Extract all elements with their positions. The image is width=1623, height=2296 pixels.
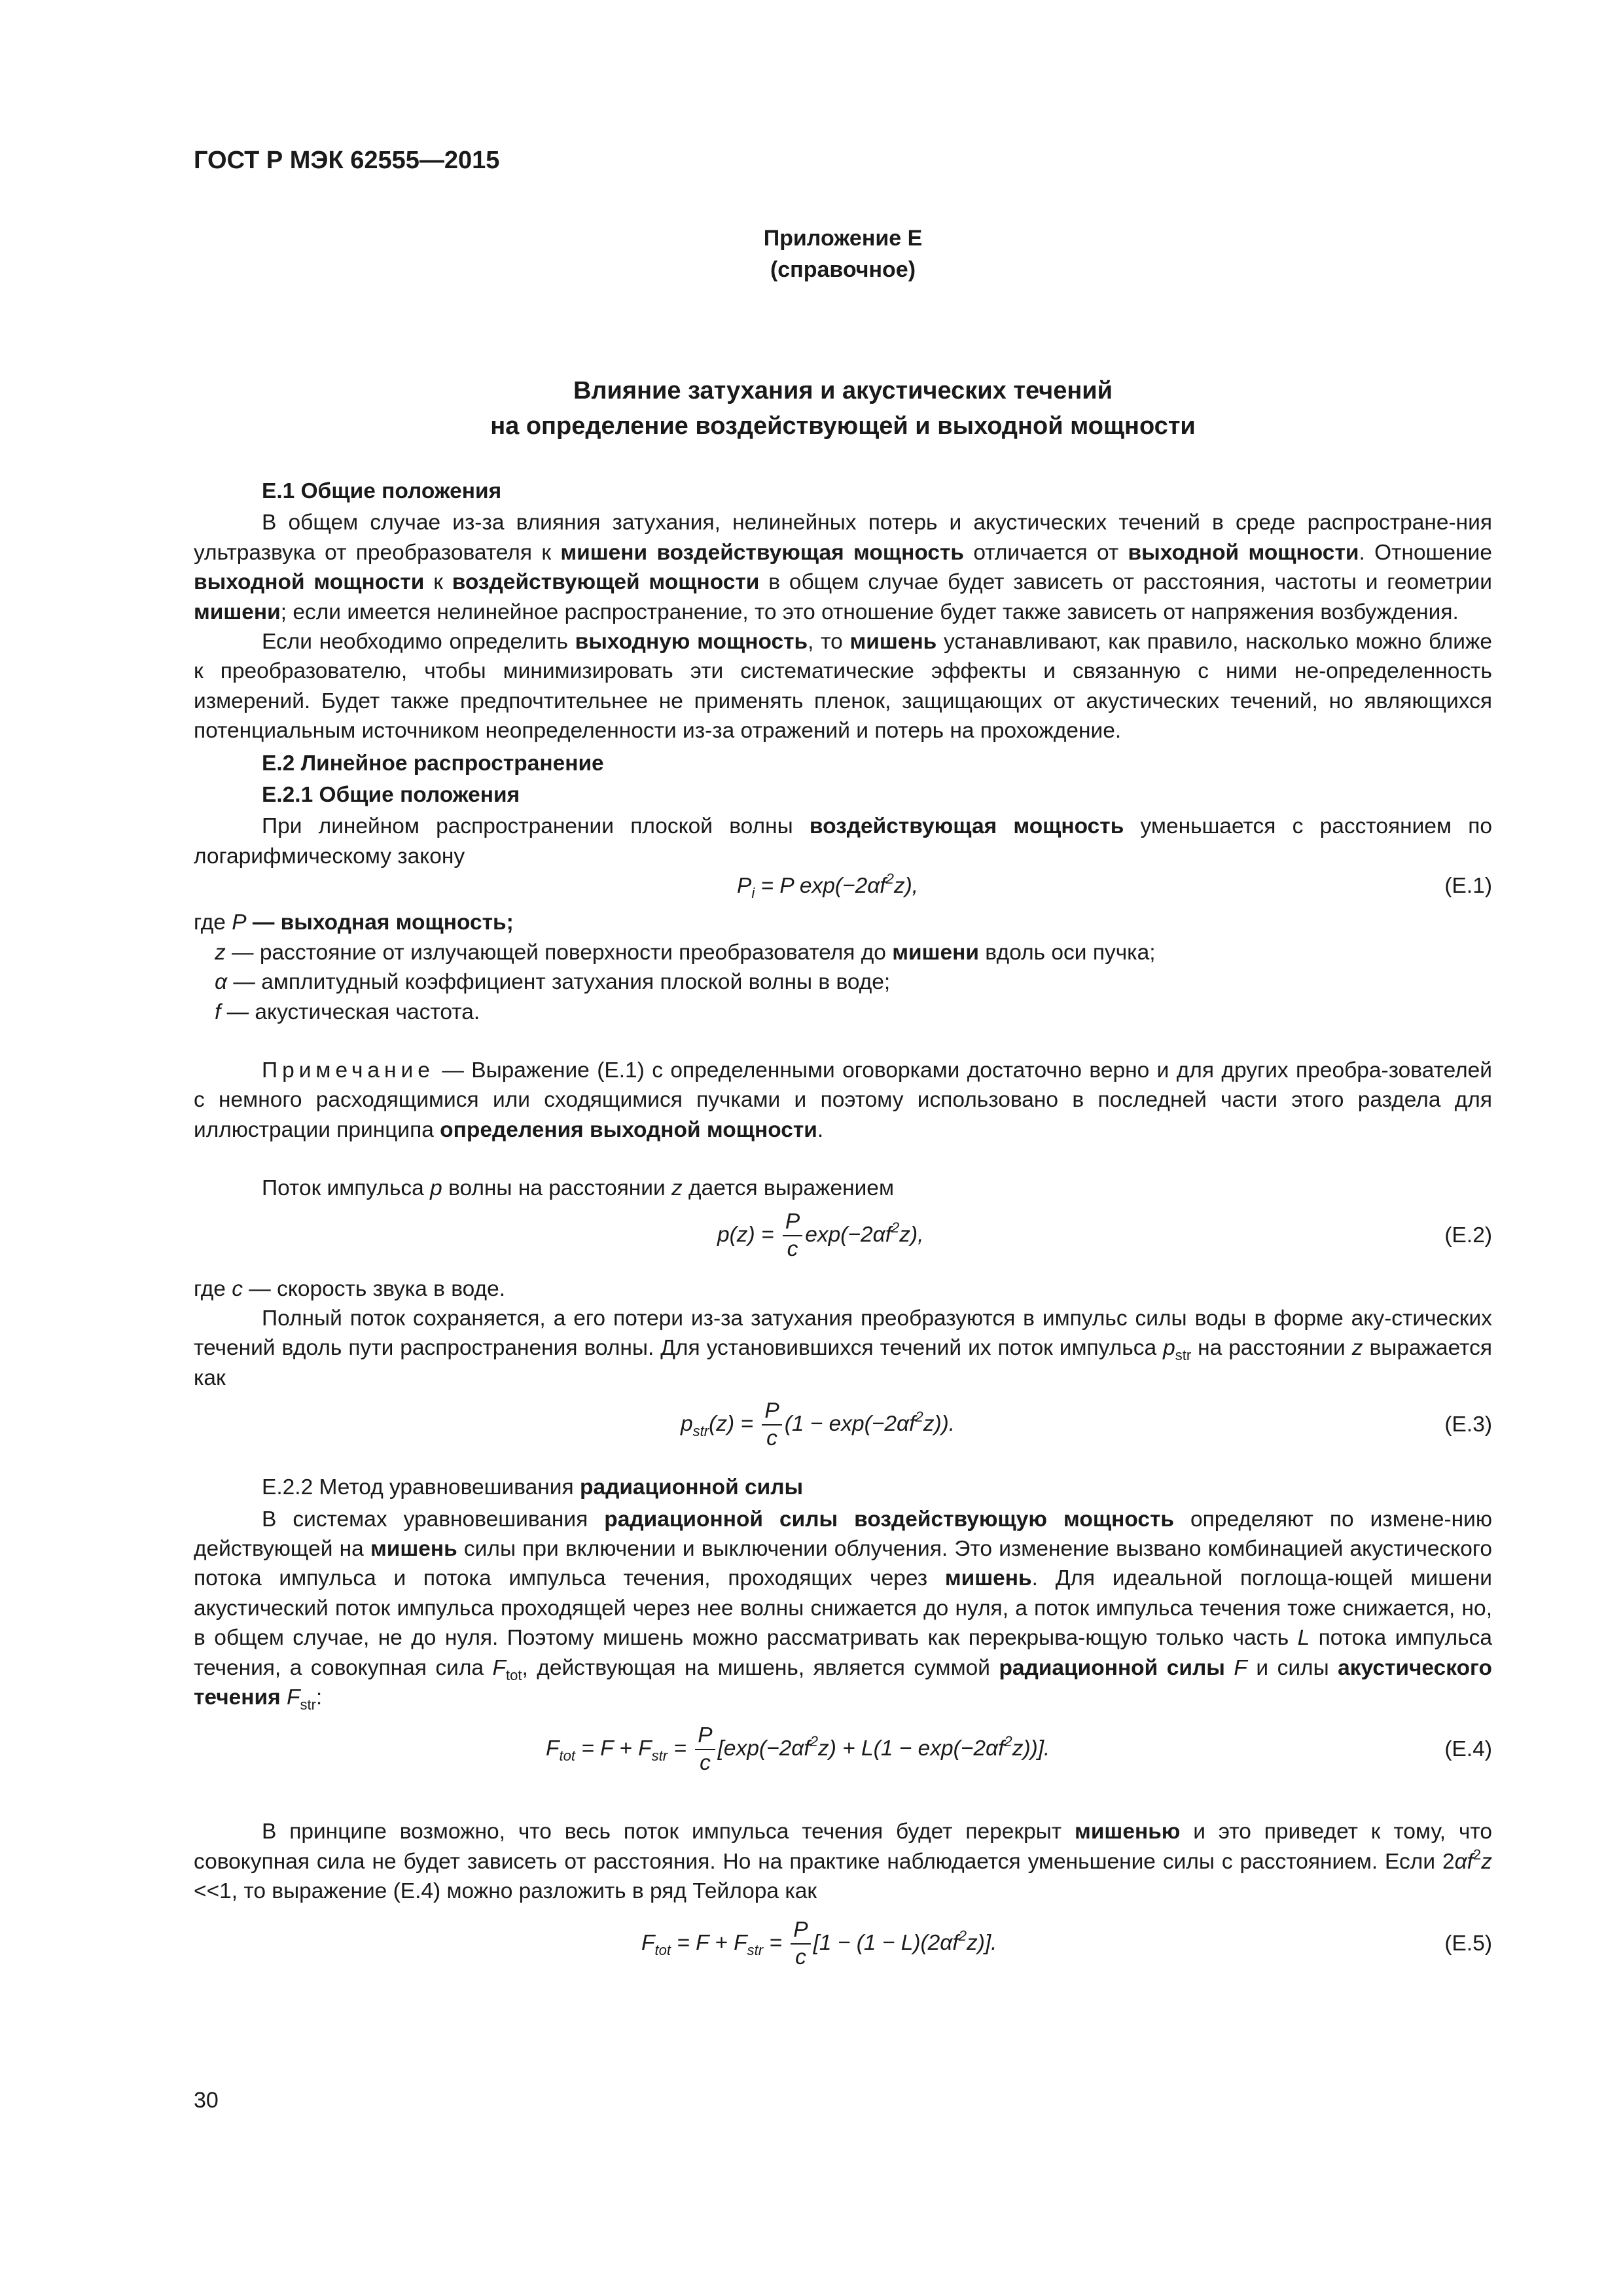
appendix-title: Приложение Е xyxy=(763,226,923,251)
subsection-heading-e2-1: Е.2.1 Общие положения xyxy=(262,783,520,808)
equation-e4 xyxy=(194,1717,1492,1788)
appendix-heading-line1: Влияние затухания и акустических течений xyxy=(573,377,1113,404)
appendix-heading-line2: на определение воздействующей и выходной мощности xyxy=(490,412,1196,440)
equation-e2-number: (Е.2) xyxy=(1444,1223,1492,1247)
equation-e3-formula: $p_{str}(z)$ = $\frac{P}{c}$ $(1 - \exp(-2\alpha f^2z))$. xyxy=(681,1399,955,1451)
section-heading-e1: Е.1 Общие положения xyxy=(262,479,502,503)
equation-e4-formula: $F_{tot} = F + F_{str}$ = $\frac{P}{c}$ $[\exp(-2\alpha f^2z) + L(1 - \exp(-2\alpha f^2z))]$. xyxy=(546,1723,1050,1776)
where-c: где c — скорость звука в воде. xyxy=(194,1276,506,1301)
subsection-heading-e2-2: Е.2.2 Метод уравновешивания радиационной силы xyxy=(262,1475,804,1500)
note-paragraph: Примечание — Выражение (Е.1) с определенными оговорками достаточно верно и для других преобра-зователей с немного расходящимися или сходящимися пучками и поэтому использовано в последней части этого раздела для иллюстрации принципа определения выходной мощности. xyxy=(194,1058,1492,1142)
section-heading-e2: Е.2 Линейное распространение xyxy=(262,751,604,776)
equation-e4-number: (Е.4) xyxy=(1444,1737,1492,1762)
equation-e3 xyxy=(194,1393,1492,1463)
paragraph-momentum-flux: Поток импульса p волны на расстоянии z дается выражением xyxy=(262,1176,894,1201)
equation-e5 xyxy=(194,1912,1492,1982)
equation-e2-formula: p(z) = $\frac{P}{c}$ $\exp(-2\alpha f^2z)$, xyxy=(717,1209,924,1261)
page-number: 30 xyxy=(194,2088,219,2113)
where-f: f — акустическая частота. xyxy=(215,999,480,1024)
appendix-heading xyxy=(194,373,1492,444)
where-alpha: α — амплитудный коэффициент затухания плоской волны в воде; xyxy=(215,970,891,995)
paragraph-total-flux: Полный поток сохраняется, а его потери из-за затухания преобразуются в импульс силы воды в форме аку-стических течений вдоль пути распространения волны. Для установившихся течений их поток импульса $p_{str}$ на расстоянии z выражается как xyxy=(194,1306,1492,1390)
paragraph-e2-1-1: При линейном распространении плоской волны воздействующая мощность уменьшается с расстоянием по логарифмическому закону xyxy=(194,814,1492,869)
paragraph-e2-2-1: В системах уравновешивания радиационной силы воздействующую мощность определяют по измене-нию действующей на мишень силы при включении и выключении облучения. Это изменение вызвано комбинацией акустического потока импульса и потока импульса течения, проходящих через мишень. Для идеальной поглоща-ющей мишени акустический поток импульса проходящей через нее волны снижается до нуля, а поток импульса течения тоже снижается, но, в общем случае, не до нуля. Поэтому мишень можно рассматривать как перекрыва-ющую только часть L потока импульса течения, а совокупная сила $F_{tot}$, действующая на мишень, является суммой радиационной силы F и силы акустического течения $F_{str}$: xyxy=(194,1507,1493,1713)
equation-e5-formula: $F_{tot} = F + F_{str}$ = $\frac{P}{c}$ $[1 - (1 - L)(2\alpha f^2z)]$. xyxy=(641,1917,997,1969)
document-page xyxy=(194,0,1492,2296)
where-z: z — расстояние от излучающей поверхности преобразователя до мишени вдоль оси пучка; xyxy=(215,940,1156,965)
paragraph-e1-1: В общем случае из-за влияния затухания, нелинейных потерь и акустических течений в среде распростране-ния ультразвука от преобразователя к мишени воздействующая мощность отличается от выходной мощности. Отношение выходной мощности к воздействующей мощности в общем случае будет зависеть от расстояния, частоты и геометрии мишени; если имеется нелинейное распространение, то это отношение будет также зависеть от напряжения возбуждения. xyxy=(194,511,1493,624)
document-body xyxy=(194,476,1492,1982)
equation-e3-number: (Е.3) xyxy=(1444,1412,1492,1437)
paragraph-e1-2: Если необходимо определить выходную мощность, то мишень устанавливают, как правило, насколько можно ближе к преобразователю, чтобы минимизировать эти систематические эффекты и связанную с ними не-определенность измерений. Будет также предпочтительнее не применять пленок, защищающих от акустических течений, но являющихся потенциальным источником неопределенности из-за отражений и потерь на прохождение. xyxy=(194,630,1492,744)
equation-e1-formula: $P_i = P$ $\exp(-2\alpha f^2z)$, xyxy=(737,870,919,902)
equation-e2 xyxy=(194,1204,1492,1274)
paragraph-e2-2-2: В принципе возможно, что весь поток импульса течения будет перекрыт мишенью и это приведет к тому, что совокупная сила не будет зависеть от расстояния. Но на практике наблюдается уменьшение силы с расстоянием. Если $2\alpha f^2z <<1$, то выражение (Е.4) можно разложить в ряд Тейлора как xyxy=(194,1820,1492,1904)
appendix-type: (справочное) xyxy=(770,257,916,282)
document-header: ГОСТ Р МЭК 62555—2015 xyxy=(194,147,500,174)
where-p: где P — выходная мощность; xyxy=(194,910,514,935)
equation-e1 xyxy=(194,871,1492,908)
equation-e1-number: (Е.1) xyxy=(1444,874,1492,899)
appendix-label xyxy=(194,223,1492,285)
equation-e5-number: (Е.5) xyxy=(1444,1931,1492,1956)
